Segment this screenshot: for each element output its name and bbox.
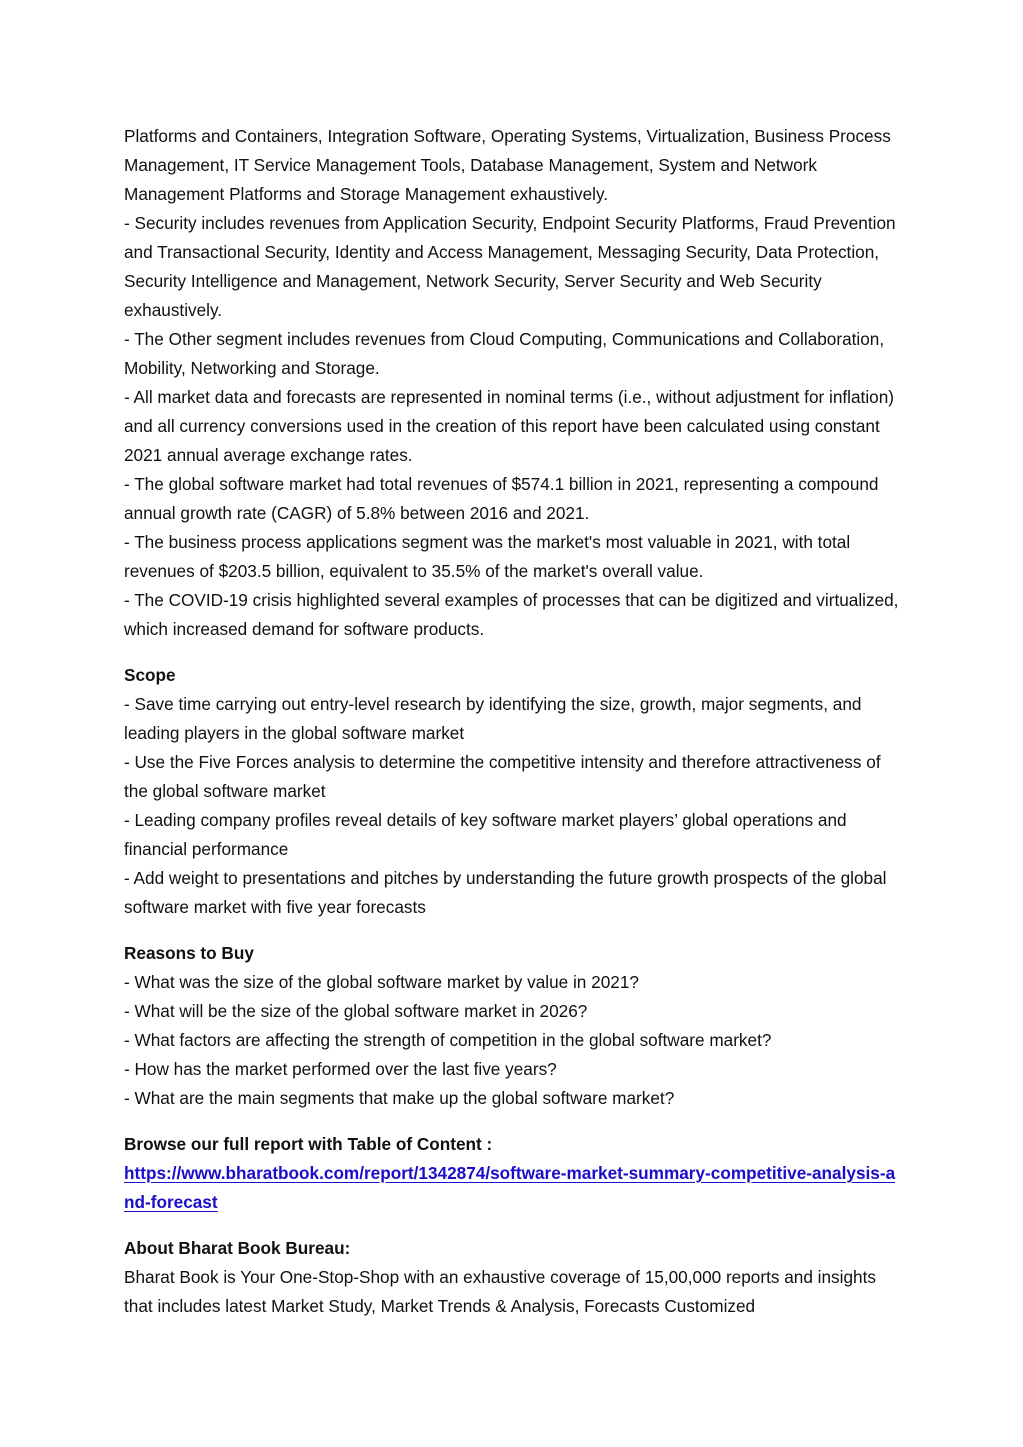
intro-bullet-other-segment: - The Other segment includes revenues from Cloud Computing, Communications and Collaboration, Mobility, Networking and Storage. [124, 329, 885, 378]
reasons-item: - What will be the size of the global software market in 2026? [124, 1001, 588, 1021]
report-link[interactable]: https://www.bharatbook.com/report/1342874/software-market-summary-competitive-analysis-and-forecast [124, 1163, 896, 1212]
scope-section [124, 661, 899, 922]
about-section [124, 1234, 899, 1321]
intro-bullet-covid: - The COVID-19 crisis highlighted several examples of processes that can be digitized and virtualized, which increased demand for software products. [124, 590, 899, 639]
document-body [124, 122, 899, 1321]
scope-item: - Add weight to presentations and pitches by understanding the future growth prospects of the global software market with five year forecasts [124, 868, 887, 917]
scope-item: - Use the Five Forces analysis to determine the competitive intensity and therefore attractiveness of the global software market [124, 752, 881, 801]
reasons-item: - How has the market performed over the last five years? [124, 1059, 557, 1079]
intro-bullet-security: - Security includes revenues from Application Security, Endpoint Security Platforms, Fraud Prevention and Transactional Security, Identity and Access Management, Messaging Security, Data Protection, Security Intelligence and Management, Network Security, Server Security and Web Security exhaustively. [124, 213, 896, 320]
intro-paragraph-platforms: Platforms and Containers, Integration Software, Operating Systems, Virtualization, Business Process Management, IT Service Management Tools, Database Management, System and Network Management Platforms and Storage Management exhaustively. [124, 126, 891, 204]
reasons-item: - What factors are affecting the strength of competition in the global software market? [124, 1030, 772, 1050]
scope-item: - Save time carrying out entry-level research by identifying the size, growth, major segments, and leading players in the global software market [124, 694, 862, 743]
intro-bullet-business-process: - The business process applications segment was the market's most valuable in 2021, with total revenues of $203.5 billion, equivalent to 35.5% of the market's overall value. [124, 532, 851, 581]
reasons-section [124, 939, 899, 1113]
reasons-item: - What was the size of the global software market by value in 2021? [124, 972, 639, 992]
intro-bullet-market-data: - All market data and forecasts are represented in nominal terms (i.e., without adjustment for inflation) and all currency conversions used in the creation of this report have been calculated using constant 2021 annual average exchange rates. [124, 387, 894, 465]
browse-section [124, 1130, 899, 1217]
scope-heading: Scope [124, 665, 176, 685]
browse-heading: Browse our full report with Table of Content : [124, 1134, 493, 1154]
intro-bullet-global-revenues: - The global software market had total revenues of $574.1 billion in 2021, representing a compound annual growth rate (CAGR) of 5.8% between 2016 and 2021. [124, 474, 879, 523]
scope-item: - Leading company profiles reveal details of key software market players’ global operations and financial performance [124, 810, 847, 859]
intro-section [124, 122, 899, 644]
about-heading: About Bharat Book Bureau: [124, 1238, 351, 1258]
about-text: Bharat Book is Your One-Stop-Shop with an exhaustive coverage of 15,00,000 reports and insights that includes latest Market Study, Market Trends & Analysis, Forecasts Customized [124, 1267, 876, 1316]
reasons-item: - What are the main segments that make up the global software market? [124, 1088, 675, 1108]
reasons-heading: Reasons to Buy [124, 943, 254, 963]
